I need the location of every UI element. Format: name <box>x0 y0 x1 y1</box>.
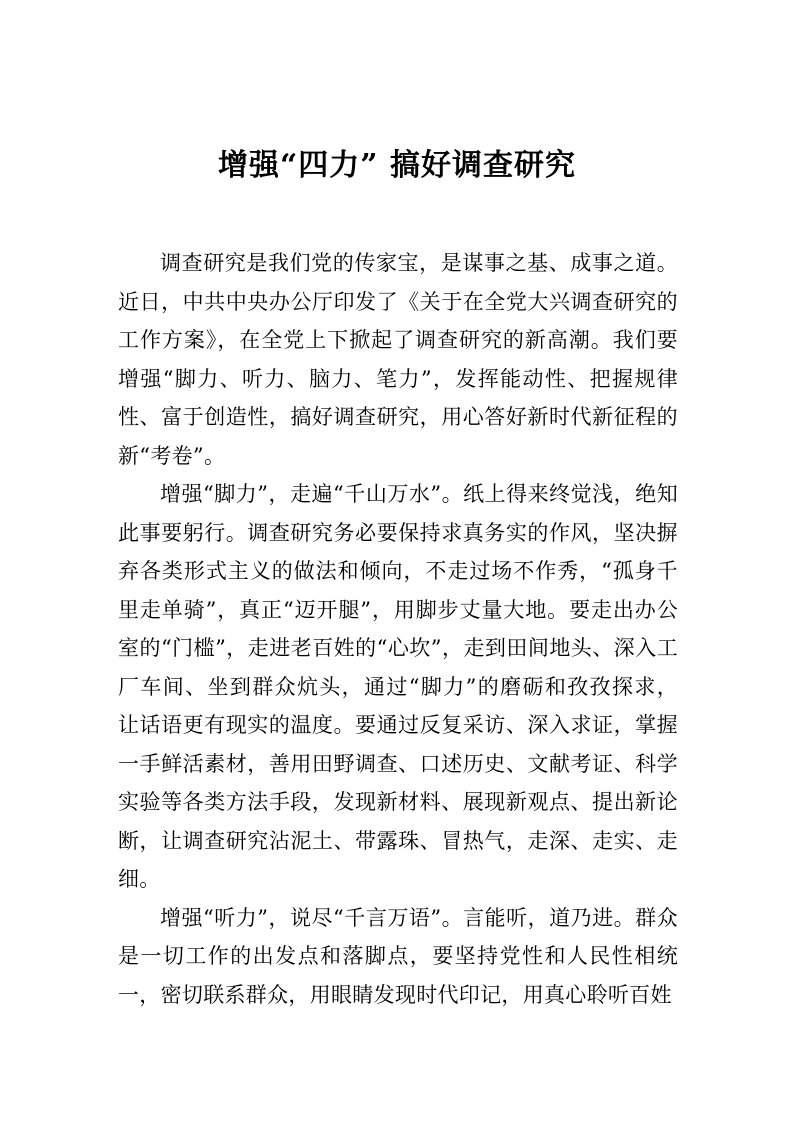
document-body <box>118 244 678 1014</box>
paragraph-intro: 调查研究是我们党的传家宝，是谋事之基、成事之道。近日，中共中央办公厅印发了《关于在全党大兴调查研究的工作方案》，在全党上下掀起了调查研究的新高潮。我们要增强“脚力、听力、脑力、笔力”，发挥能动性、把握规律性、富于创造性，搞好调查研究，用心答好新时代新征程的新“考卷”。 <box>118 251 678 468</box>
paragraph-foot-power: 增强“脚力”，走遍“千山万水”。纸上得来终觉浅，绝知此事要躬行。调查研究务必要保持求真务实的作风，坚决摒弃各类形式主义的做法和倾向，不走过场不作秀，“孤身千里走单骑”，真正“迈开腿”，用脚步丈量大地。要走出办公室的“门槛”，走进老百姓的“心坎”，走到田间地头、深入工厂车间、坐到群众炕头，通过“脚力”的磨砺和孜孜探求， 让话语更有现实的温度。要通过反复采访、深入求证，掌握一手鲜活素材，善用田野调查、口述历史、文献考证、科学实验等各类方法手段，发现新材料、展现新观点、提出新论断，让调查研究沾泥土、带露珠、冒热气，走深、走实、走 细。 <box>118 482 678 891</box>
document-title: 增强“四力” 搞好调查研究 <box>218 148 576 183</box>
paragraph-listening-power: 增强“听力”，说尽“千言万语”。言能听，道乃进。群众是一切工作的出发点和落脚点，要坚持党性和人民性相统一，密切联系群众，用眼睛发现时代印记，用真心聆听百姓 <box>118 905 678 1007</box>
